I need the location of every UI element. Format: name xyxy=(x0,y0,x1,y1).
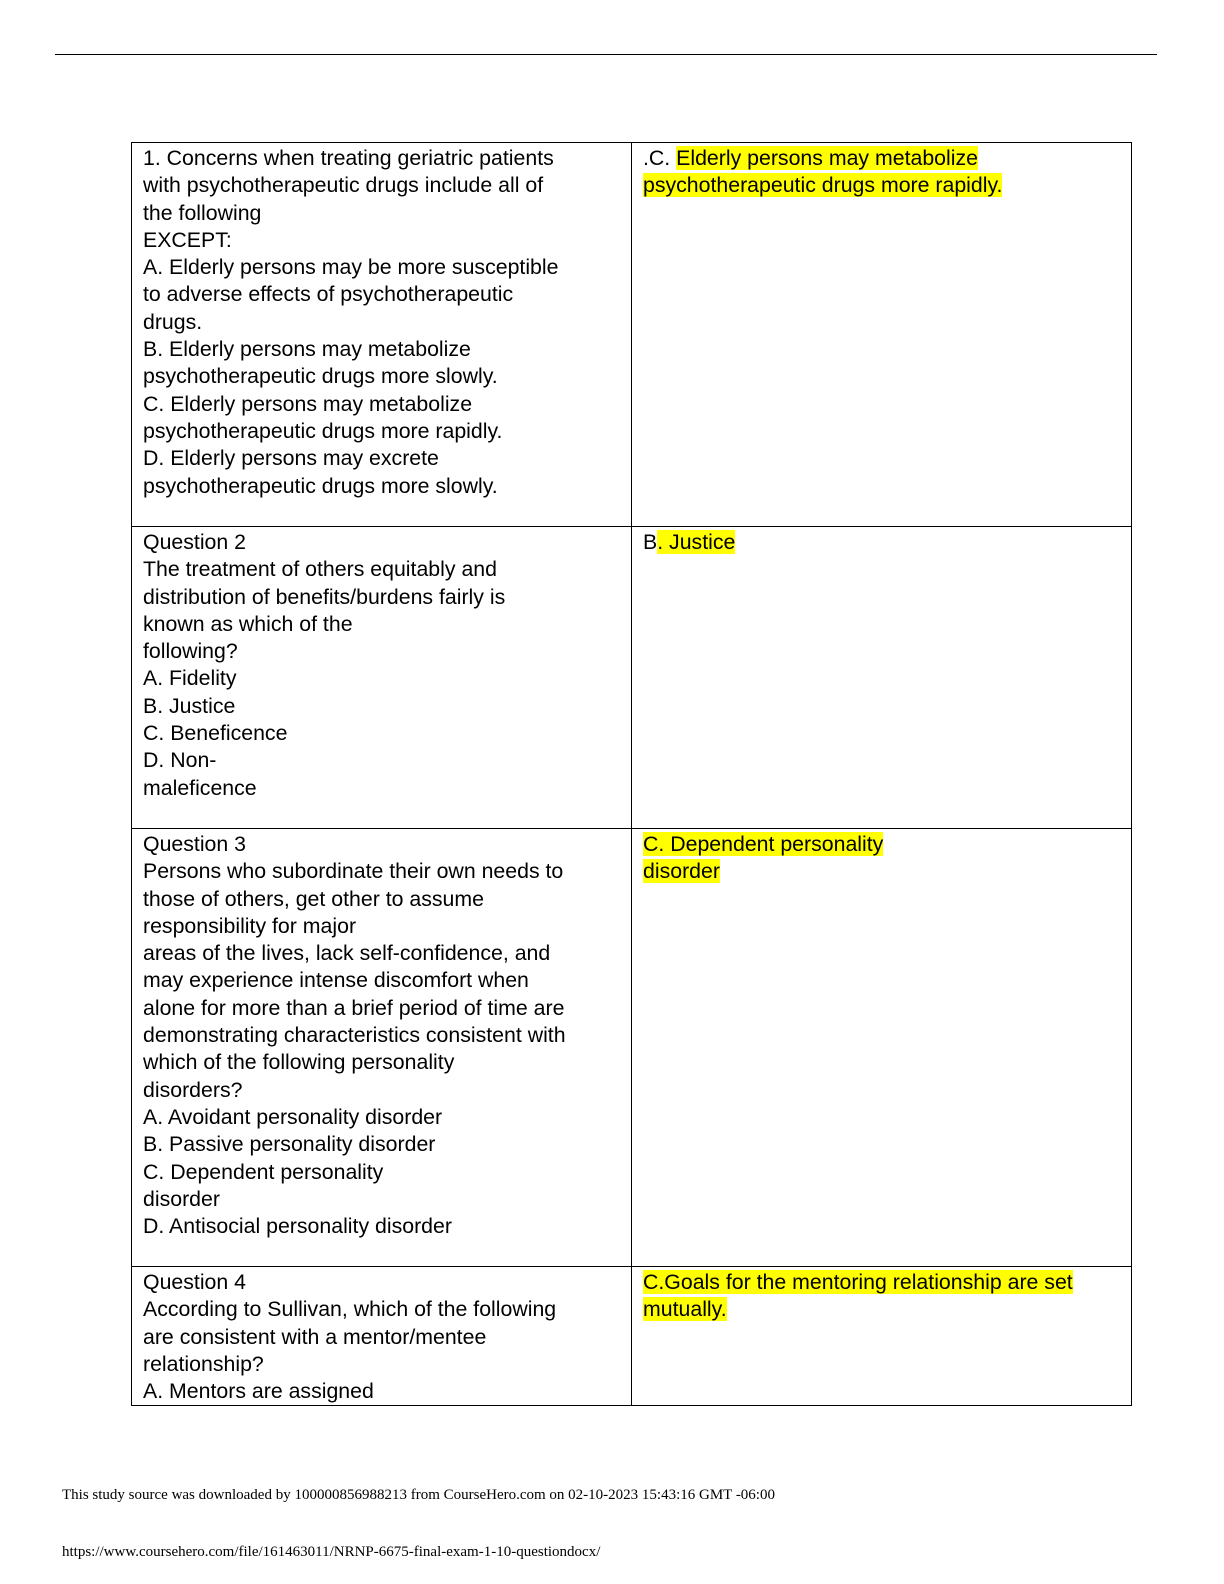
answer-highlighted-text: psychotherapeutic drugs more rapidly. xyxy=(643,173,1003,198)
question-text-line: A. Mentors are assigned xyxy=(143,1379,374,1404)
question-text-line: psychotherapeutic drugs more slowly. xyxy=(143,364,498,389)
answer-text-line xyxy=(643,145,1123,172)
question-text-line: B. Justice xyxy=(143,693,236,718)
question-text-line: which of the following personality xyxy=(143,1050,455,1075)
question-text-line: distribution of benefits/burdens fairly is xyxy=(143,584,506,609)
question-text-line: known as which of the xyxy=(143,611,353,636)
answer-cell-3 xyxy=(632,829,1132,1267)
answer-plain-text: B xyxy=(643,530,658,554)
question-text-line: EXCEPT: xyxy=(143,227,232,252)
question-text-line: C. Elderly persons may metabolize xyxy=(143,391,473,416)
answer-text-line xyxy=(643,1296,1123,1323)
question-cell-4 xyxy=(132,1267,632,1406)
question-cell-1 xyxy=(132,143,632,527)
answer-highlighted-text: C.Goals for the mentoring relationship are set xyxy=(643,1270,1073,1294)
answer-cell-2 xyxy=(632,527,1132,829)
answer-cell-4 xyxy=(632,1267,1132,1406)
question-text-line: relationship? xyxy=(143,1351,264,1376)
answer-text-line xyxy=(643,1269,1123,1296)
question-text-line: A. Elderly persons may be more susceptible xyxy=(143,255,559,280)
question-text-line: B. Elderly persons may metabolize xyxy=(143,337,471,362)
answer-highlighted-text: Elderly persons may metabolize xyxy=(676,146,978,170)
question-text-line: C. Beneficence xyxy=(143,721,288,746)
question-text-line: D. Non- xyxy=(143,748,217,773)
answer-highlighted-text: . Justice xyxy=(657,530,736,554)
question-text-line: Question 2 xyxy=(143,530,247,554)
question-text-line: Persons who subordinate their own needs to xyxy=(143,859,564,884)
question-text-line: B. Passive personality disorder xyxy=(143,1132,436,1157)
question-text-line: C. Dependent personality xyxy=(143,1159,384,1184)
table-row xyxy=(132,829,1132,1267)
question-text-line: A. Avoidant personality disorder xyxy=(143,1104,443,1129)
question-text-line: drugs. xyxy=(143,309,203,334)
question-text-line: the following xyxy=(143,200,262,225)
question-text-line: responsibility for major xyxy=(143,913,357,938)
question-text-line: psychotherapeutic drugs more slowly. xyxy=(143,473,498,498)
question-text-line: D. Elderly persons may excrete xyxy=(143,446,439,471)
answer-text-line xyxy=(643,831,1123,858)
question-text-line: maleficence xyxy=(143,775,257,800)
table-row xyxy=(132,1267,1132,1406)
answer-text-line xyxy=(643,858,1123,885)
question-text-line: Question 3 xyxy=(143,832,247,856)
source-url-footer: https://www.coursehero.com/file/161463011/NRNP-6675-final-exam-1-10-questiondocx/ xyxy=(62,1544,601,1560)
question-text-line: following? xyxy=(143,639,238,664)
question-text-line: A. Fidelity xyxy=(143,666,237,691)
table-row xyxy=(132,143,1132,527)
question-text-line: those of others, get other to assume xyxy=(143,886,484,911)
table-row xyxy=(132,527,1132,829)
answer-text-line xyxy=(643,172,1123,199)
top-rule xyxy=(55,54,1157,55)
question-text-line: According to Sullivan, which of the following xyxy=(143,1297,557,1322)
question-text-line: psychotherapeutic drugs more rapidly. xyxy=(143,418,503,443)
question-text-line: with psychotherapeutic drugs include all of xyxy=(143,173,544,198)
question-text-line: disorder xyxy=(143,1186,220,1211)
answer-text-line xyxy=(643,529,1123,556)
answer-highlighted-text: disorder xyxy=(643,859,720,884)
question-text-line: D. Antisocial personality disorder xyxy=(143,1214,452,1239)
question-cell-2 xyxy=(132,527,632,829)
download-source-footer: This study source was downloaded by 100000856988213 from CourseHero.com on 02-10-2023 15:43:16 GMT -06:00 xyxy=(62,1487,775,1503)
question-answer-table xyxy=(131,142,1132,1406)
question-text-line: are consistent with a mentor/mentee xyxy=(143,1324,487,1349)
answer-plain-text: .C. xyxy=(643,146,677,170)
question-text-line: to adverse effects of psychotherapeutic xyxy=(143,282,514,307)
question-cell-3 xyxy=(132,829,632,1267)
question-text-line: 1. Concerns when treating geriatric patients xyxy=(143,146,554,170)
answer-cell-1 xyxy=(632,143,1132,527)
question-text-line: may experience intense discomfort when xyxy=(143,968,529,993)
question-text-line: The treatment of others equitably and xyxy=(143,557,497,582)
question-text-line: areas of the lives, lack self-confidence, and xyxy=(143,941,551,966)
answer-highlighted-text: C. Dependent personality xyxy=(643,832,884,856)
question-text-line: alone for more than a brief period of time are xyxy=(143,995,565,1020)
question-text-line: demonstrating characteristics consistent with xyxy=(143,1023,566,1048)
question-text-line: disorders? xyxy=(143,1077,243,1102)
answer-highlighted-text: mutually. xyxy=(643,1297,727,1322)
question-text-line: Question 4 xyxy=(143,1270,247,1294)
